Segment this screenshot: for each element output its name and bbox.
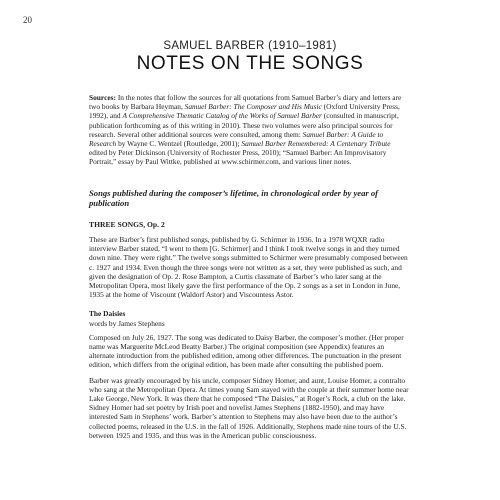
- page-header: [0, 40, 500, 75]
- section-heading: Songs published during the composer’s lifetime, in chronological order by year of publication: [89, 187, 379, 209]
- sources-text-4: by Wayne C. Wentzel (Routledge, 2001);: [116, 139, 242, 149]
- daisies-paragraph-1: Composed on July 26, 1927. The song was dedicated to Daisy Barber, the composer’s mother. (Her proper name was Marguerite McLeod Beatty Barber.) The original composition (see Appendix) features an alternate introduction from the published edition, among other differences. The punctuation in the present edition, which differs from the original edition, has been made after consulting the published poem.: [89, 332, 404, 370]
- sources-book-1: Samuel Barber: The Composer and His Music: [184, 102, 322, 112]
- op2-heading: THREE SONGS, Op. 2: [89, 219, 165, 229]
- header-kicker: SAMUEL BARBER (1910–1981): [163, 40, 337, 52]
- sources-book-4: Samuel Barber Remembered: A Centenary Tribute: [241, 139, 391, 149]
- daisies-title: The Daisies: [89, 309, 126, 319]
- sources-lead: Sources:: [89, 93, 116, 102]
- daisies-paragraph-2: Barber was greatly encouraged by his uncle, composer Sidney Homer, and aunt, Louise Homer, a contralto who sang at the Metropolitan Opera. At times young Sam stayed with the couple at their summer home near Lake George, New York. It was there that he composed “The Daisies,” at Roger’s Rock, a club on the lake. Sidney Homer had set poetry by Irish poet and novelist James Stephens (1882-1950), and may have interested Sam in Stephens’ work. Barber’s attention to Stephens may also have been due to the author’s collected poems, released in the U.S. in the fall of 1926. Additionally, Stephens made nine tours of the U.S. between 1925 and 1935, and thus was in the American public consciousness.: [89, 375, 409, 440]
- sources-text-3: (consulted in manuscript, publication forthcoming as of this writing in 2010). These two volumes were also principal sources for research. Several other additional sources were consulted, among them:: [89, 111, 399, 139]
- page-title: NOTES ON THE SONGS: [136, 53, 364, 74]
- page-number: 20: [23, 15, 32, 25]
- op2-paragraph: These are Barber’s first published songs, published by G. Schirmer in 1936. In a 1978 WQXR radio interview Barber stated, “I went to them [G. Schirmer] and I think I took twelve songs in and they turned down nine. They were right.” The twelve songs submitted to Schirmer were presumably composed between c. 1927 and 1934. Even though the three songs were not written as a set, they were published as such, and given the designation of Op. 2. Rose Bampton, a Curtis classmate of Barber’s who later sang at the Metropolitan Opera, most likely gave the first performance of the Op. 2 songs as a set in London in June, 1935 at the home of Viscount (Waldorf Astor) and Viscountess Astor.: [89, 235, 408, 300]
- sources-book-2: A Comprehensive Thematic Catalog of the Works of Samuel Barber: [122, 111, 322, 121]
- sources-book-3: Samuel Barber: A Guide to Research: [89, 129, 384, 149]
- sources-text-1: In the notes that follow the sources for all quotations from Samuel Barber’s diary and letters are two books by Barbara Heyman,: [89, 93, 402, 112]
- sources-text-5: edited by Peter Dickinson (University of Rochester Press, 2010); “Samuel Barber: An Improvisatory Portrait,” essay by Paul Wittke, published at www.schirmer.com, and various liner notes.: [89, 148, 387, 167]
- sources-paragraph: [89, 93, 409, 167]
- body-text: [89, 93, 409, 440]
- daisies-credit: words by James Stephens: [89, 318, 165, 328]
- sources-text-2: (Oxford University Press, 1992), and: [89, 102, 400, 121]
